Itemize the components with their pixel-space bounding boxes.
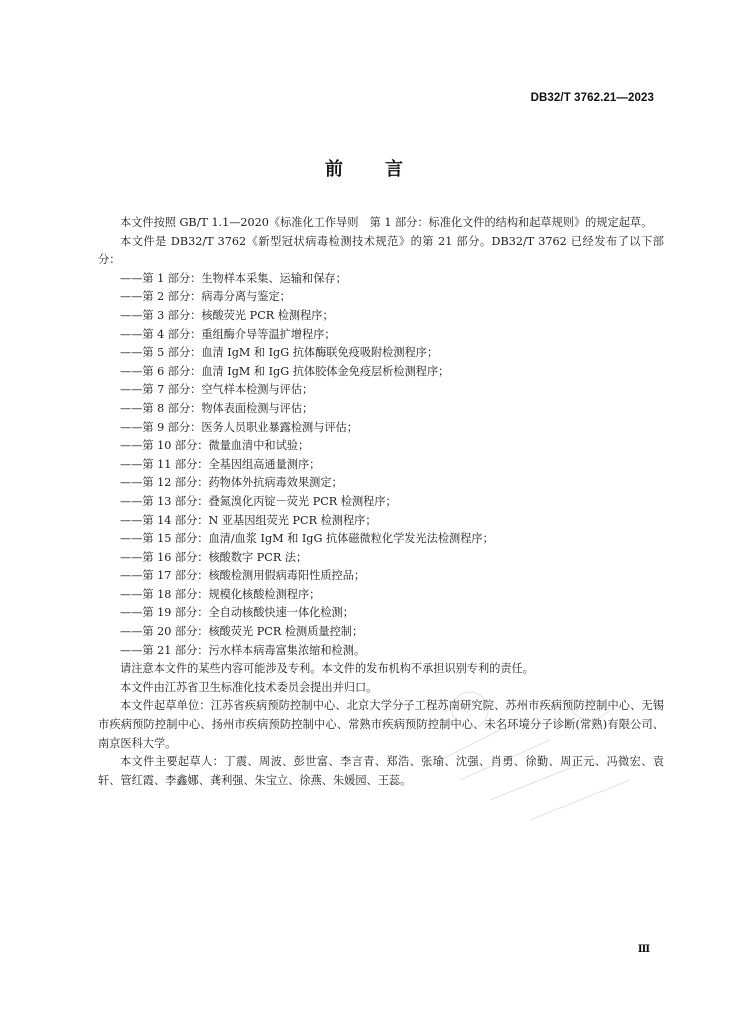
list-item: ——第 17 部分：核酸检测用假病毒阳性质控品； [120, 569, 366, 583]
title-char-2: 言 [385, 159, 405, 180]
list-item: ——第 6 部分：血清 IgM 和 IgG 抗体胶体金免疫层析检测程序； [120, 364, 450, 378]
parts-list [98, 270, 664, 660]
list-item: ——第 16 部分：核酸数字 PCR 法； [120, 550, 308, 564]
paragraph-standard-basis: 本文件按照 GB/T 1.1—2020《标准化工作导则 第 1 部分：标准化文件的结构和起草规则》的规定起草。 [120, 216, 653, 229]
list-item: ——第 20 部分：核酸荧光 PCR 检测质量控制； [120, 625, 364, 639]
paragraph-series-intro: 本文件是 DB32/T 3762《新型冠状病毒检测技术规范》的第 21 部分。DB32/T 3762 已经发布了以下部分： [98, 234, 664, 267]
list-item: ——第 13 部分：叠氮溴化丙锭－荧光 PCR 检测程序； [120, 494, 397, 508]
list-item: ——第 12 部分：药物体外抗病毒效果测定； [120, 476, 343, 490]
list-item: ——第 9 部分：医务人员职业暴露检测与评估； [120, 420, 358, 434]
list-item: ——第 21 部分：污水样本病毒富集浓缩和检测。 [120, 643, 366, 657]
foreword-body [98, 214, 664, 790]
paragraph-drafters: 本文件主要起草人：丁震、周波、彭世富、李言青、郑浩、张瑜、沈强、肖勇、徐勤、周正元、冯微宏、袁轩、管红霞、李鑫娜、龚利强、朱宝立、徐燕、朱媛园、王蕊。 [98, 755, 664, 787]
paragraph-proposer: 本文件由江苏省卫生标准化技术委员会提出并归口。 [120, 680, 378, 694]
document-code: DB32/T 3762.21—2023 [530, 92, 654, 104]
page-title [0, 155, 730, 181]
paragraph-patent-notice: 请注意本文件的某些内容可能涉及专利。本文件的发布机构不承担识别专利的责任。 [120, 662, 534, 676]
list-item: ——第 4 部分：重组酶介导等温扩增程序； [120, 327, 336, 341]
list-item: ——第 1 部分：生物样本采集、运输和保存； [120, 271, 347, 285]
title-char-1: 前 [325, 159, 345, 180]
list-item: ——第 19 部分：全自动核酸快速一体化检测； [120, 606, 354, 620]
list-item: ——第 11 部分：全基因组高通量测序； [120, 457, 321, 471]
list-item: ——第 18 部分：规模化核酸检测程序； [120, 587, 321, 601]
list-item: ——第 15 部分：血清/血浆 IgM 和 IgG 抗体磁微粒化学发光法检测程序； [120, 532, 494, 546]
list-item: ——第 10 部分：微量血清中和试验； [120, 439, 310, 453]
list-item: ——第 7 部分：空气样本检测与评估； [120, 383, 314, 397]
list-item: ——第 2 部分：病毒分离与鉴定； [120, 290, 291, 304]
paragraph-drafting-units: 本文件起草单位：江苏省疾病预防控制中心、北京大学分子工程苏南研究院、苏州市疾病预防控制中心、无锡市疾病预防控制中心、扬州市疾病预防控制中心、常熟市疾病预防控制中心、未名环境分子诊断(常熟)有限公司、南京医科大学。 [98, 699, 664, 750]
list-item: ——第 5 部分：血清 IgM 和 IgG 抗体酶联免疫吸附检测程序； [120, 346, 439, 360]
list-item: ——第 8 部分：物体表面检测与评估； [120, 401, 314, 415]
list-item: ——第 14 部分：N 亚基因组荧光 PCR 检测程序； [120, 513, 377, 527]
list-item: ——第 3 部分：核酸荧光 PCR 检测程序； [120, 308, 334, 322]
page-number: Ⅲ [637, 944, 650, 955]
